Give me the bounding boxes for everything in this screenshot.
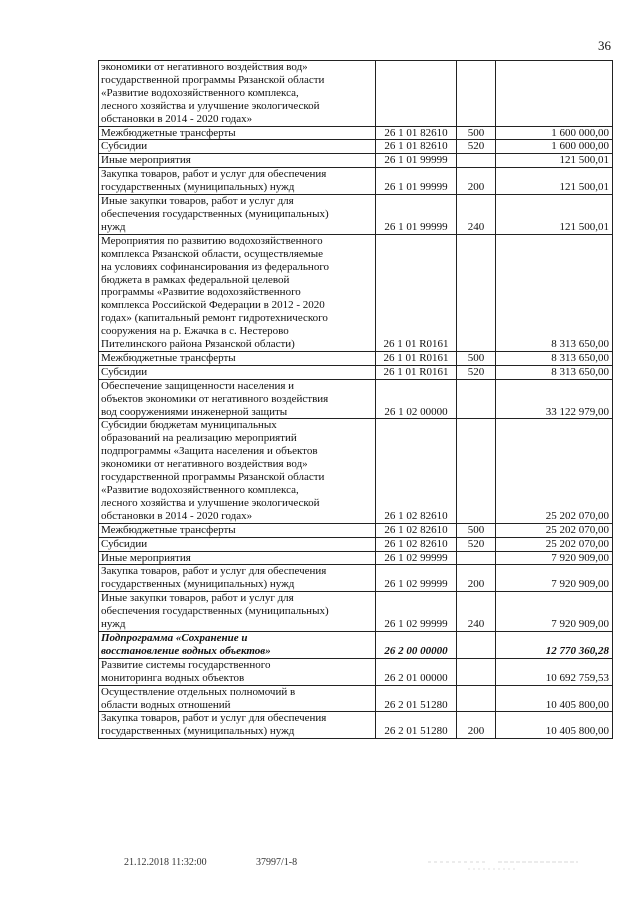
row-amount-cell: 25 202 070,00: [496, 537, 613, 551]
row-name-cell: Иные мероприятия: [99, 154, 376, 168]
row-code-cell: 26 1 02 82610: [376, 537, 457, 551]
row-type-cell: 240: [457, 195, 496, 235]
row-name-cell: Закупка товаров, работ и услуг для обеспечения государственных (муниципальных) нужд: [99, 168, 376, 195]
row-amount-cell: 8 313 650,00: [496, 234, 613, 351]
row-type-cell: 520: [457, 140, 496, 154]
row-type-cell: [457, 685, 496, 712]
row-name-cell: Субсидии: [99, 537, 376, 551]
row-amount-cell: 121 500,01: [496, 195, 613, 235]
row-code-cell: 26 1 02 82610: [376, 523, 457, 537]
row-amount-cell: 10 405 800,00: [496, 712, 613, 739]
row-code-cell: 26 1 02 99999: [376, 592, 457, 632]
table-row: [99, 365, 613, 379]
row-code-cell: 26 1 01 R0161: [376, 351, 457, 365]
footer-timestamp: 21.12.2018 11:32:00: [124, 857, 207, 868]
table-row: [99, 351, 613, 365]
row-code-cell: 26 1 01 82610: [376, 126, 457, 140]
row-type-cell: 200: [457, 712, 496, 739]
row-type-cell: 500: [457, 351, 496, 365]
row-name-cell: Развитие системы государственного мониторинга водных объектов: [99, 658, 376, 685]
row-code-cell: 26 1 01 R0161: [376, 234, 457, 351]
row-type-cell: [457, 631, 496, 658]
table-row: [99, 712, 613, 739]
row-amount-cell: 1 600 000,00: [496, 126, 613, 140]
table-row: [99, 565, 613, 592]
row-amount-cell: 121 500,01: [496, 168, 613, 195]
row-name-cell: Субсидии: [99, 140, 376, 154]
row-code-cell: 26 1 02 00000: [376, 379, 457, 419]
row-code-cell: 26 1 02 99999: [376, 565, 457, 592]
row-amount-cell: 33 122 979,00: [496, 379, 613, 419]
row-type-cell: [457, 379, 496, 419]
table-row: [99, 168, 613, 195]
row-code-cell: 26 1 01 99999: [376, 195, 457, 235]
row-amount-cell: 7 920 909,00: [496, 551, 613, 565]
row-amount-cell: 8 313 650,00: [496, 365, 613, 379]
row-code-cell: 26 2 01 00000: [376, 658, 457, 685]
row-type-cell: 200: [457, 168, 496, 195]
row-amount-cell: 8 313 650,00: [496, 351, 613, 365]
row-code-cell: 26 1 02 99999: [376, 551, 457, 565]
row-name-cell: Межбюджетные трансферты: [99, 523, 376, 537]
budget-table: [98, 60, 613, 739]
row-type-cell: 500: [457, 126, 496, 140]
table-row: [99, 658, 613, 685]
row-type-cell: 500: [457, 523, 496, 537]
table-row: [99, 61, 613, 127]
row-name-cell: Мероприятия по развитию водохозяйственного комплекса Рязанской области, осуществляемые на условиях софинансирования из федерального бюджета в рамках федеральной целевой программы «Развитие водохозяйственного комплекса Российской Федерации в 2012 - 2020 годах» (капитальный ремонт гидротехнического сооружения на р. Ежачка в с. Нестерово Пителинского района Рязанской области): [99, 234, 376, 351]
table-row: [99, 685, 613, 712]
row-type-cell: [457, 154, 496, 168]
row-code-cell: 26 1 02 82610: [376, 419, 457, 523]
table-row: [99, 195, 613, 235]
row-name-cell: Иные закупки товаров, работ и услуг для обеспечения государственных (муниципальных) нужд: [99, 195, 376, 235]
row-type-cell: [457, 551, 496, 565]
table-row: [99, 154, 613, 168]
row-amount-cell: 12 770 360,28: [496, 631, 613, 658]
table-row: [99, 592, 613, 632]
row-name-cell: Межбюджетные трансферты: [99, 351, 376, 365]
row-code-cell: 26 1 01 R0161: [376, 365, 457, 379]
row-type-cell: [457, 658, 496, 685]
row-code-cell: 26 2 01 51280: [376, 685, 457, 712]
row-amount-cell: 10 405 800,00: [496, 685, 613, 712]
row-type-cell: [457, 234, 496, 351]
row-amount-cell: 10 692 759,53: [496, 658, 613, 685]
row-code-cell: [376, 61, 457, 127]
page-number: 36: [598, 38, 611, 53]
table-row: [99, 631, 613, 658]
row-name-cell: экономики от негативного воздействия вод» государственной программы Рязанской области «Развитие водохозяйственного комплекса, лесного хозяйства и улучшение экологической обстановки в 2014 - 2020 годах»: [99, 61, 376, 127]
row-name-cell: Закупка товаров, работ и услуг для обеспечения государственных (муниципальных) нужд: [99, 565, 376, 592]
row-code-cell: 26 2 00 00000: [376, 631, 457, 658]
row-name-cell: Осуществление отдельных полномочий в области водных отношений: [99, 685, 376, 712]
table-row: [99, 140, 613, 154]
row-amount-cell: 1 600 000,00: [496, 140, 613, 154]
row-amount-cell: 121 500,01: [496, 154, 613, 168]
row-amount-cell: 7 920 909,00: [496, 565, 613, 592]
row-code-cell: 26 1 01 99999: [376, 154, 457, 168]
faint-stamp-mark: [428, 856, 588, 872]
row-type-cell: [457, 61, 496, 127]
row-type-cell: 200: [457, 565, 496, 592]
row-amount-cell: 25 202 070,00: [496, 523, 613, 537]
row-name-cell: Межбюджетные трансферты: [99, 126, 376, 140]
row-type-cell: 240: [457, 592, 496, 632]
footer-document-id: 37997/1-8: [256, 857, 298, 868]
table-row: [99, 551, 613, 565]
table-row: [99, 379, 613, 419]
row-type-cell: [457, 419, 496, 523]
table-row: [99, 126, 613, 140]
budget-table-body: [99, 61, 613, 739]
row-type-cell: 520: [457, 365, 496, 379]
row-name-cell: Закупка товаров, работ и услуг для обеспечения государственных (муниципальных) нужд: [99, 712, 376, 739]
row-name-cell: Субсидии бюджетам муниципальных образований на реализацию мероприятий подпрограммы «Защита населения и объектов экономики от негативного воздействия вод» государственной программы Рязанской области «Развитие водохозяйственного комплекса, лесного хозяйства и улучшение экологической обстановки в 2014 - 2020 годах»: [99, 419, 376, 523]
row-type-cell: 520: [457, 537, 496, 551]
table-row: [99, 537, 613, 551]
row-name-cell: Подпрограмма «Сохранение и восстановление водных объектов»: [99, 631, 376, 658]
row-name-cell: Обеспечение защищенности населения и объектов экономики от негативного воздействия вод сооружениями инженерной защиты: [99, 379, 376, 419]
row-code-cell: 26 1 01 99999: [376, 168, 457, 195]
row-code-cell: 26 1 01 82610: [376, 140, 457, 154]
row-amount-cell: [496, 61, 613, 127]
table-row: [99, 234, 613, 351]
row-amount-cell: 7 920 909,00: [496, 592, 613, 632]
row-amount-cell: 25 202 070,00: [496, 419, 613, 523]
table-row: [99, 419, 613, 523]
row-code-cell: 26 2 01 51280: [376, 712, 457, 739]
row-name-cell: Субсидии: [99, 365, 376, 379]
row-name-cell: Иные мероприятия: [99, 551, 376, 565]
table-row: [99, 523, 613, 537]
row-name-cell: Иные закупки товаров, работ и услуг для обеспечения государственных (муниципальных) нужд: [99, 592, 376, 632]
